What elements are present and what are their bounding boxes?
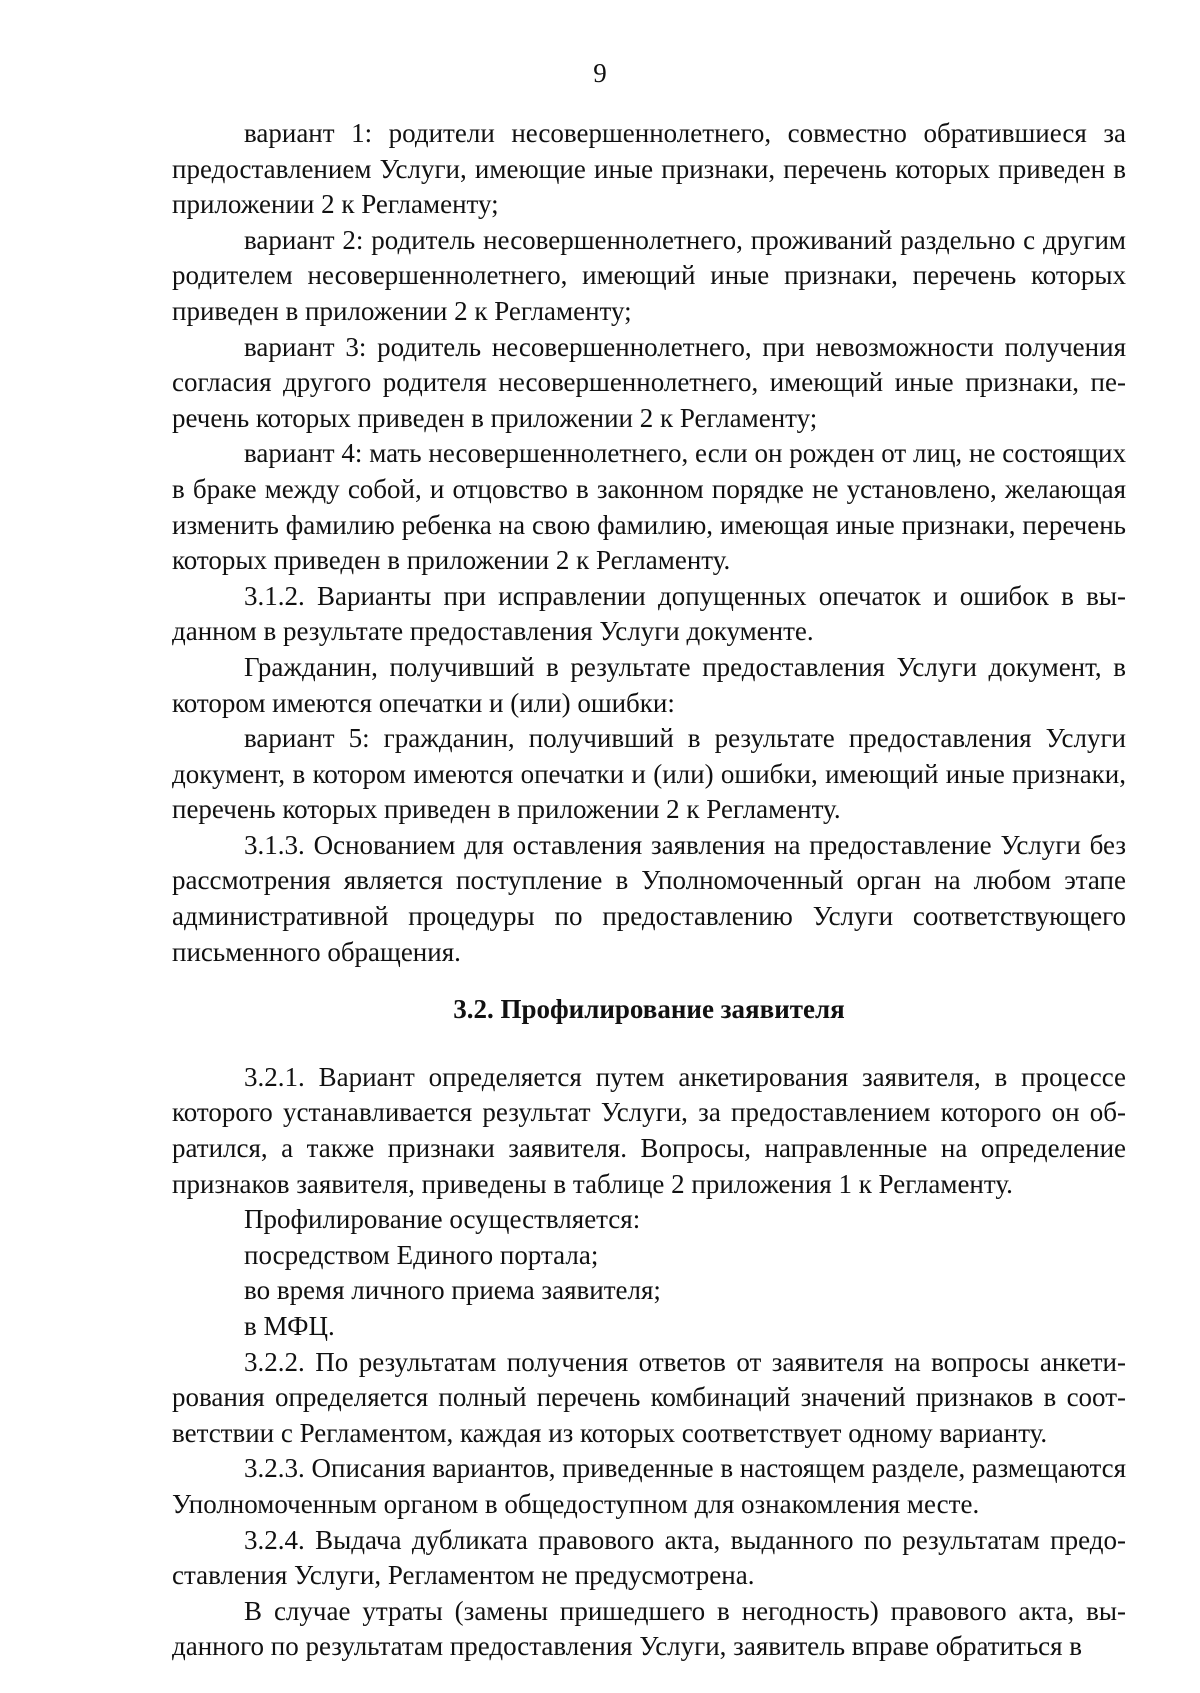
paragraph-3-2-2: 3.2.2. По результатам получения ответов от заявителя на вопросы анкетирования определяется полный перечень комбинаций значений признаков в соответствии с Регламентом, каждая из которых соответствует одному варианту. — [172, 1346, 1126, 1448]
section-heading: 3.2. Профилирование заявителя — [453, 994, 845, 1025]
list-item-portal: посредством Единого портала; — [244, 1239, 599, 1270]
paragraph-variant-4: вариант 4: мать несовершеннолетнего, если он рожден от лиц, не состоящих в браке между собой, и отцовство в законном порядке не установлено, желающая изменить фамилию ребенка на свою фамилию, имеющая иные признаки, перечень которых приведен в приложении 2 к Регламенту. — [172, 438, 1126, 576]
paragraph-citizen: Гражданин, получивший в результате предоставления Услуги документ, в котором имеются опечатки и (или) ошибки: — [172, 651, 1126, 718]
paragraph-variant-3: вариант 3: родитель несовершеннолетнего, при невозможности получения согласия другого родителя несовершеннолетнего, имеющий иные признаки, перечень которых приведен в приложении 2 к Регламенту; — [172, 331, 1126, 433]
paragraph-3-2-3: 3.2.3. Описания вариантов, приведенные в настоящем разделе, размещаются Уполномоченным органом в общедоступном для ознакомления месте. — [172, 1453, 1126, 1519]
list-item-personal-reception: во время личного приема заявителя; — [244, 1275, 661, 1306]
paragraph-loss-case: В случае утраты (замены пришедшего в негодность) правового акта, выданного по результатам предоставления Услуги, заявитель вправе обратиться в — [172, 1595, 1126, 1662]
paragraph-3-2-1: 3.2.1. Вариант определяется путем анкетирования заявителя, в процессе которого устанавливается результат Услуги, за предоставлением которого он обратился, а также признаки заявителя. Вопросы, направленные на определение признаков заявителя, приведены в таблице 2 приложения 1 к Регламенту. — [172, 1061, 1126, 1199]
paragraph-profiling-intro: Профилирование осуществляется: — [244, 1204, 641, 1235]
paragraph-variant-1: вариант 1: родители несовершеннолетнего, совместно обратившиеся за предоставлением Услуги, имеющие иные признаки, перечень которых приведен в приложении 2 к Регламенту; — [172, 118, 1126, 220]
paragraph-variant-5: вариант 5: гражданин, получивший в результате предоставления Услуги документ, в котором имеются опечатки и (или) ошибки, имеющий иные признаки, перечень которых приведен в приложении 2 к Регламенту. — [172, 723, 1126, 825]
list-item-mfc: в МФЦ. — [244, 1311, 335, 1341]
paragraph-variant-2: вариант 2: родитель несовершеннолетнего, проживаний раздельно с другим родителем несовершеннолетнего, имеющий иные признаки, перечень которых приведен в приложении 2 к Регламенту; — [172, 224, 1126, 326]
paragraph-3-1-2: 3.1.2. Варианты при исправлении допущенных опечаток и ошибок в выданном в результате предоставления Услуги документе. — [172, 580, 1126, 647]
document-body — [172, 116, 1126, 1665]
page-number: 9 — [593, 58, 607, 88]
paragraph-3-1-3: 3.1.3. Основанием для оставления заявления на предоставление Услуги без рассмотрения является поступление в Уполномоченный орган на любом этапе административной процедуры по предоставлению Услуги соответствующего письменного обращения. — [172, 829, 1126, 967]
paragraph-3-2-4: 3.2.4. Выдача дубликата правового акта, выданного по результатам предоставления Услуги, Регламентом не предусмотрена. — [172, 1524, 1126, 1591]
